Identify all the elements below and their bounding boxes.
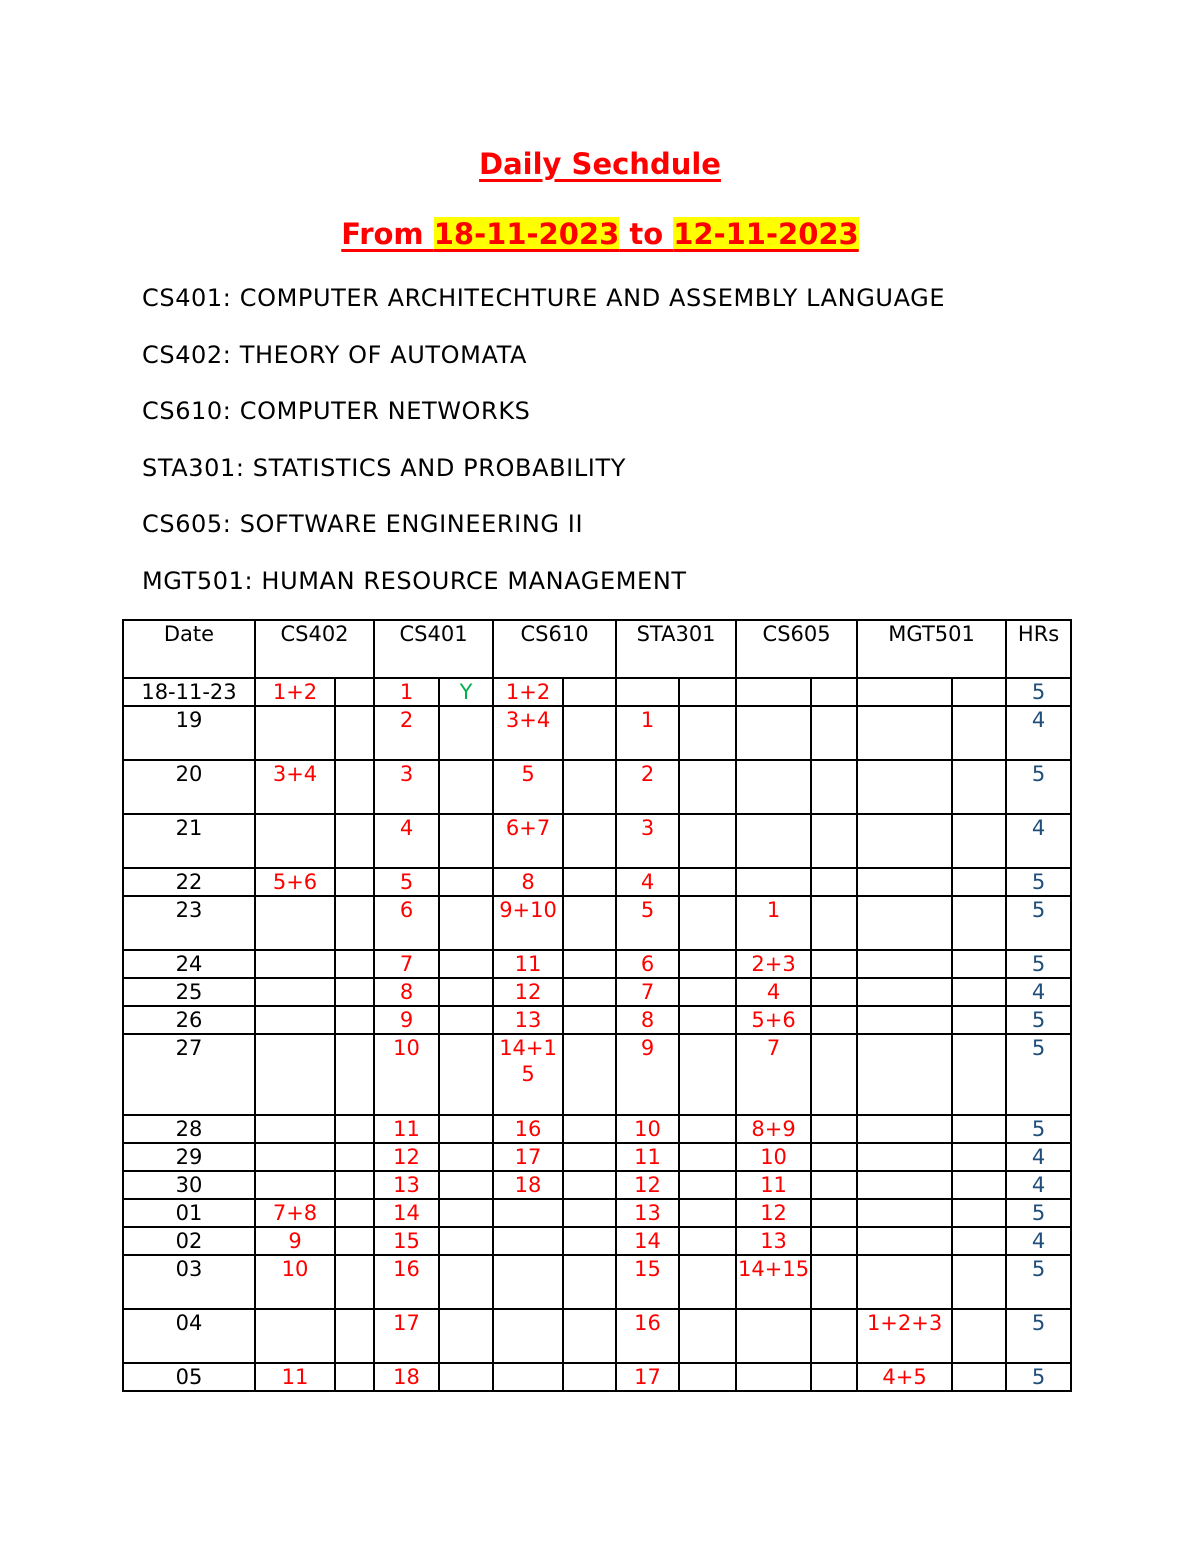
cs605-check-cell xyxy=(811,1171,857,1199)
cs402-check-cell xyxy=(335,868,374,896)
cs605-check-cell xyxy=(811,1143,857,1171)
cs605-check-cell xyxy=(811,678,857,706)
cs401-cell: 3 xyxy=(374,760,439,814)
table-row xyxy=(123,1143,1071,1171)
cs401-cell: 2 xyxy=(374,706,439,760)
cs401-cell: 5 xyxy=(374,868,439,896)
cs401-cell: 4 xyxy=(374,814,439,868)
mgt501-cell xyxy=(857,678,952,706)
cs610-cell: 12 xyxy=(493,978,563,1006)
date-cell: 29 xyxy=(123,1143,255,1171)
cs402-check-cell xyxy=(335,706,374,760)
sta301-cell: 13 xyxy=(616,1199,679,1227)
sta301-cell: 2 xyxy=(616,760,679,814)
mgt501-check-cell xyxy=(952,1171,1006,1199)
cs402-check-cell xyxy=(335,760,374,814)
mgt501-check-cell xyxy=(952,896,1006,950)
cs401-mark-cell xyxy=(439,706,493,760)
table-row xyxy=(123,896,1071,950)
cs605-cell: 14+15 xyxy=(736,1255,811,1309)
cs402-cell xyxy=(255,706,335,760)
mgt501-check-cell xyxy=(952,1199,1006,1227)
date-cell: 22 xyxy=(123,868,255,896)
sta301-cell: 3 xyxy=(616,814,679,868)
cs605-cell: 12 xyxy=(736,1199,811,1227)
sta301-check-cell xyxy=(679,814,736,868)
sta301-check-cell xyxy=(679,1227,736,1255)
cs401-mark-cell xyxy=(439,978,493,1006)
cs402-check-cell xyxy=(335,814,374,868)
cs401-mark-cell xyxy=(439,896,493,950)
sta301-check-cell xyxy=(679,1255,736,1309)
date-cell: 04 xyxy=(123,1309,255,1363)
cs402-check-cell xyxy=(335,1171,374,1199)
cs401-cell: 18 xyxy=(374,1363,439,1391)
cs605-check-cell xyxy=(811,896,857,950)
hrs-cell: 5 xyxy=(1006,1363,1071,1391)
mgt501-cell xyxy=(857,950,952,978)
course-item: STA301: STATISTICS AND PROBABILITY xyxy=(142,453,627,482)
header-mgt501: MGT501 xyxy=(857,620,1006,678)
cs605-check-cell xyxy=(811,1227,857,1255)
hrs-cell: 4 xyxy=(1006,706,1071,760)
cs402-cell xyxy=(255,1006,335,1034)
table-row xyxy=(123,950,1071,978)
mgt501-check-cell xyxy=(952,1227,1006,1255)
course-item: CS401: COMPUTER ARCHITECHTURE AND ASSEMBLY LANGUAGE xyxy=(142,284,946,312)
mgt501-check-cell xyxy=(952,1255,1006,1309)
cs610-check-cell xyxy=(563,896,616,950)
sta301-cell: 8 xyxy=(616,1006,679,1034)
cs610-check-cell xyxy=(563,1199,616,1227)
date-cell: 18-11-23 xyxy=(123,678,255,706)
sta301-check-cell xyxy=(679,1143,736,1171)
sta301-cell: 9 xyxy=(616,1034,679,1115)
sta301-check-cell xyxy=(679,1006,736,1034)
date-cell: 26 xyxy=(123,1006,255,1034)
hrs-cell: 5 xyxy=(1006,1006,1071,1034)
table-row xyxy=(123,1309,1071,1363)
cs402-check-cell xyxy=(335,978,374,1006)
table-row xyxy=(123,814,1071,868)
cs402-cell xyxy=(255,896,335,950)
cs402-cell xyxy=(255,1309,335,1363)
mgt501-check-cell xyxy=(952,760,1006,814)
cs402-check-cell xyxy=(335,896,374,950)
table-row xyxy=(123,1255,1071,1309)
cs401-cell: 14 xyxy=(374,1199,439,1227)
sta301-check-cell xyxy=(679,896,736,950)
sta301-cell: 15 xyxy=(616,1255,679,1309)
cs610-cell: 13 xyxy=(493,1006,563,1034)
mgt501-cell xyxy=(857,1034,952,1115)
table-row xyxy=(123,1227,1071,1255)
cs401-mark-cell xyxy=(439,1199,493,1227)
page-title: Daily Sechdule xyxy=(479,147,721,181)
cs610-check-cell xyxy=(563,760,616,814)
header-sta301: STA301 xyxy=(616,620,736,678)
cs401-mark-cell xyxy=(439,814,493,868)
mgt501-cell xyxy=(857,1143,952,1171)
cs605-cell: 10 xyxy=(736,1143,811,1171)
cs605-check-cell xyxy=(811,1199,857,1227)
cs402-cell: 1+2 xyxy=(255,678,335,706)
date-cell: 27 xyxy=(123,1034,255,1115)
cs610-check-cell xyxy=(563,1143,616,1171)
mgt501-check-cell xyxy=(952,706,1006,760)
cs402-cell: 10 xyxy=(255,1255,335,1309)
sta301-cell: 6 xyxy=(616,950,679,978)
cs605-cell: 4 xyxy=(736,978,811,1006)
mgt501-check-cell xyxy=(952,1309,1006,1363)
cs605-check-cell xyxy=(811,1034,857,1115)
cs402-cell: 3+4 xyxy=(255,760,335,814)
course-item: CS610: COMPUTER NETWORKS xyxy=(142,397,531,425)
cs605-check-cell xyxy=(811,868,857,896)
cs610-cell: 5 xyxy=(493,760,563,814)
table-row xyxy=(123,1199,1071,1227)
mgt501-cell: 1+2+3 xyxy=(857,1309,952,1363)
cs401-mark-cell xyxy=(439,760,493,814)
cs605-check-cell xyxy=(811,1309,857,1363)
date-cell: 21 xyxy=(123,814,255,868)
cs610-cell: 3+4 xyxy=(493,706,563,760)
cs605-check-cell xyxy=(811,814,857,868)
hrs-cell: 4 xyxy=(1006,1227,1071,1255)
hrs-cell: 4 xyxy=(1006,1143,1071,1171)
mgt501-cell xyxy=(857,1227,952,1255)
hrs-cell: 5 xyxy=(1006,1034,1071,1115)
cs401-cell: 8 xyxy=(374,978,439,1006)
cs402-check-cell xyxy=(335,1006,374,1034)
date-cell: 25 xyxy=(123,978,255,1006)
cs402-check-cell xyxy=(335,678,374,706)
cs610-check-cell xyxy=(563,1034,616,1115)
cs402-check-cell xyxy=(335,1309,374,1363)
sta301-check-cell xyxy=(679,760,736,814)
cs610-cell: 6+7 xyxy=(493,814,563,868)
mgt501-cell xyxy=(857,760,952,814)
cs402-check-cell xyxy=(335,1143,374,1171)
table-row xyxy=(123,1115,1071,1143)
cs610-cell: 18 xyxy=(493,1171,563,1199)
date-range-heading xyxy=(0,217,1200,251)
cs610-check-cell xyxy=(563,1255,616,1309)
cs610-cell xyxy=(493,1227,563,1255)
hrs-cell: 5 xyxy=(1006,760,1071,814)
end-date: 12-11-2023 xyxy=(673,217,859,251)
sta301-cell: 1 xyxy=(616,706,679,760)
date-cell: 19 xyxy=(123,706,255,760)
cs605-cell: 13 xyxy=(736,1227,811,1255)
cs605-check-cell xyxy=(811,978,857,1006)
cs401-cell: 17 xyxy=(374,1309,439,1363)
cs610-check-cell xyxy=(563,814,616,868)
mgt501-check-cell xyxy=(952,1363,1006,1391)
sta301-cell xyxy=(616,678,679,706)
sta301-cell: 12 xyxy=(616,1171,679,1199)
sta301-cell: 4 xyxy=(616,868,679,896)
mgt501-check-cell xyxy=(952,950,1006,978)
cs605-cell xyxy=(736,1363,811,1391)
cs402-cell: 9 xyxy=(255,1227,335,1255)
mgt501-check-cell xyxy=(952,1006,1006,1034)
sta301-check-cell xyxy=(679,1171,736,1199)
header-hrs: HRs xyxy=(1006,620,1071,678)
cs605-cell xyxy=(736,814,811,868)
cs402-cell xyxy=(255,1143,335,1171)
course-list xyxy=(142,281,945,620)
cs605-check-cell xyxy=(811,706,857,760)
cs401-cell: 7 xyxy=(374,950,439,978)
cs402-check-cell xyxy=(335,1115,374,1143)
cs401-mark-cell xyxy=(439,1227,493,1255)
mgt501-cell xyxy=(857,896,952,950)
cs402-check-cell xyxy=(335,1199,374,1227)
sta301-cell: 7 xyxy=(616,978,679,1006)
header-date: Date xyxy=(123,620,255,678)
course-item: CS605: SOFTWARE ENGINEERING II xyxy=(142,510,584,538)
table-row xyxy=(123,1171,1071,1199)
mgt501-check-cell xyxy=(952,814,1006,868)
mgt501-check-cell xyxy=(952,868,1006,896)
course-item: CS402: THEORY OF AUTOMATA xyxy=(142,340,528,369)
hrs-cell: 4 xyxy=(1006,814,1071,868)
cs401-cell: 6 xyxy=(374,896,439,950)
date-cell: 28 xyxy=(123,1115,255,1143)
date-cell: 20 xyxy=(123,760,255,814)
cs610-cell: 17 xyxy=(493,1143,563,1171)
mgt501-cell xyxy=(857,1255,952,1309)
course-item: MGT501: HUMAN RESOURCE MANAGEMENT xyxy=(142,566,687,595)
cs402-check-cell xyxy=(335,1363,374,1391)
cs401-mark-cell: Y xyxy=(439,678,493,706)
cs610-check-cell xyxy=(563,950,616,978)
cs610-cell: 9+10 xyxy=(493,896,563,950)
cs605-cell: 11 xyxy=(736,1171,811,1199)
cs610-cell xyxy=(493,1363,563,1391)
sta301-cell: 14 xyxy=(616,1227,679,1255)
mgt501-check-cell xyxy=(952,1143,1006,1171)
cs610-cell: 8 xyxy=(493,868,563,896)
hrs-cell: 5 xyxy=(1006,1115,1071,1143)
mgt501-cell xyxy=(857,1199,952,1227)
cs610-check-cell xyxy=(563,1006,616,1034)
start-date: 18-11-2023 xyxy=(433,217,620,251)
mgt501-cell xyxy=(857,706,952,760)
cs610-check-cell xyxy=(563,978,616,1006)
mgt501-cell xyxy=(857,978,952,1006)
mgt501-cell: 4+5 xyxy=(857,1363,952,1391)
hrs-cell: 5 xyxy=(1006,950,1071,978)
mgt501-check-cell xyxy=(952,978,1006,1006)
cs610-cell xyxy=(493,1309,563,1363)
cs605-cell xyxy=(736,1309,811,1363)
table-row xyxy=(123,1034,1071,1115)
sta301-cell: 11 xyxy=(616,1143,679,1171)
sta301-check-cell xyxy=(679,1034,736,1115)
cs402-cell xyxy=(255,1115,335,1143)
hrs-cell: 4 xyxy=(1006,978,1071,1006)
cs610-cell: 11 xyxy=(493,950,563,978)
date-cell: 30 xyxy=(123,1171,255,1199)
header-cs402: CS402 xyxy=(255,620,374,678)
table-row xyxy=(123,678,1071,706)
date-cell: 02 xyxy=(123,1227,255,1255)
date-range-separator: to xyxy=(619,217,674,251)
date-cell: 05 xyxy=(123,1363,255,1391)
cs401-cell: 11 xyxy=(374,1115,439,1143)
mgt501-cell xyxy=(857,1006,952,1034)
cs401-mark-cell xyxy=(439,1363,493,1391)
header-cs610: CS610 xyxy=(493,620,616,678)
cs402-cell xyxy=(255,978,335,1006)
cs401-mark-cell xyxy=(439,1143,493,1171)
sta301-check-cell xyxy=(679,1199,736,1227)
cs605-cell: 8+9 xyxy=(736,1115,811,1143)
cs401-cell: 16 xyxy=(374,1255,439,1309)
cs610-check-cell xyxy=(563,706,616,760)
cs610-check-cell xyxy=(563,868,616,896)
cs401-mark-cell xyxy=(439,1255,493,1309)
mgt501-check-cell xyxy=(952,1034,1006,1115)
cs402-check-cell xyxy=(335,1255,374,1309)
cs605-cell xyxy=(736,678,811,706)
table-header-row xyxy=(123,620,1071,678)
cs401-mark-cell xyxy=(439,1034,493,1115)
table-row xyxy=(123,760,1071,814)
sta301-cell: 17 xyxy=(616,1363,679,1391)
cs402-check-cell xyxy=(335,1227,374,1255)
sta301-cell: 10 xyxy=(616,1115,679,1143)
table-row xyxy=(123,706,1071,760)
cs402-cell: 5+6 xyxy=(255,868,335,896)
sta301-check-cell xyxy=(679,678,736,706)
cs401-mark-cell xyxy=(439,1115,493,1143)
cs605-cell xyxy=(736,868,811,896)
mgt501-cell xyxy=(857,1115,952,1143)
cs401-cell: 12 xyxy=(374,1143,439,1171)
mgt501-cell xyxy=(857,868,952,896)
header-cs401: CS401 xyxy=(374,620,493,678)
cs605-check-cell xyxy=(811,760,857,814)
mgt501-cell xyxy=(857,814,952,868)
cs610-check-cell xyxy=(563,678,616,706)
sta301-check-cell xyxy=(679,978,736,1006)
hrs-cell: 4 xyxy=(1006,1171,1071,1199)
cs610-check-cell xyxy=(563,1115,616,1143)
cs610-check-cell xyxy=(563,1309,616,1363)
sta301-check-cell xyxy=(679,868,736,896)
sta301-check-cell xyxy=(679,706,736,760)
cs401-cell: 15 xyxy=(374,1227,439,1255)
table-row xyxy=(123,1363,1071,1391)
sta301-check-cell xyxy=(679,950,736,978)
cs605-cell: 7 xyxy=(736,1034,811,1115)
cs402-cell xyxy=(255,1034,335,1115)
cs402-check-cell xyxy=(335,1034,374,1115)
cs605-cell: 5+6 xyxy=(736,1006,811,1034)
cs402-cell xyxy=(255,814,335,868)
cs610-cell: 1+2 xyxy=(493,678,563,706)
cs402-check-cell xyxy=(335,950,374,978)
hrs-cell: 5 xyxy=(1006,1255,1071,1309)
date-cell: 03 xyxy=(123,1255,255,1309)
cs605-check-cell xyxy=(811,1255,857,1309)
header-cs605: CS605 xyxy=(736,620,857,678)
sta301-cell: 16 xyxy=(616,1309,679,1363)
table-row xyxy=(123,1006,1071,1034)
table-row xyxy=(123,978,1071,1006)
cs605-cell xyxy=(736,706,811,760)
cs401-cell: 13 xyxy=(374,1171,439,1199)
mgt501-cell xyxy=(857,1171,952,1199)
table-row xyxy=(123,868,1071,896)
cs401-mark-cell xyxy=(439,868,493,896)
cs610-check-cell xyxy=(563,1227,616,1255)
date-cell: 01 xyxy=(123,1199,255,1227)
sta301-cell: 5 xyxy=(616,896,679,950)
cs402-cell xyxy=(255,1171,335,1199)
cs610-cell xyxy=(493,1255,563,1309)
hrs-cell: 5 xyxy=(1006,678,1071,706)
cs401-cell: 10 xyxy=(374,1034,439,1115)
cs401-cell: 1 xyxy=(374,678,439,706)
cs401-mark-cell xyxy=(439,950,493,978)
cs402-cell: 7+8 xyxy=(255,1199,335,1227)
cs610-cell xyxy=(493,1199,563,1227)
schedule-table xyxy=(122,619,1072,1392)
cs610-check-cell xyxy=(563,1363,616,1391)
cs605-check-cell xyxy=(811,950,857,978)
cs402-cell: 11 xyxy=(255,1363,335,1391)
date-cell: 23 xyxy=(123,896,255,950)
hrs-cell: 5 xyxy=(1006,896,1071,950)
cs605-check-cell xyxy=(811,1115,857,1143)
hrs-cell: 5 xyxy=(1006,1309,1071,1363)
cs402-cell xyxy=(255,950,335,978)
sta301-check-cell xyxy=(679,1309,736,1363)
mgt501-check-cell xyxy=(952,678,1006,706)
cs401-mark-cell xyxy=(439,1006,493,1034)
cs605-check-cell xyxy=(811,1006,857,1034)
date-range-prefix: From xyxy=(341,217,434,251)
cs401-mark-cell xyxy=(439,1309,493,1363)
hrs-cell: 5 xyxy=(1006,1199,1071,1227)
mgt501-check-cell xyxy=(952,1115,1006,1143)
cs610-check-cell xyxy=(563,1171,616,1199)
cs401-cell: 9 xyxy=(374,1006,439,1034)
cs610-cell: 16 xyxy=(493,1115,563,1143)
cs605-cell: 2+3 xyxy=(736,950,811,978)
sta301-check-cell xyxy=(679,1115,736,1143)
date-cell: 24 xyxy=(123,950,255,978)
cs605-check-cell xyxy=(811,1363,857,1391)
cs605-cell: 1 xyxy=(736,896,811,950)
cs610-cell: 14+15 xyxy=(493,1034,563,1115)
sta301-check-cell xyxy=(679,1363,736,1391)
hrs-cell: 5 xyxy=(1006,868,1071,896)
cs605-cell xyxy=(736,760,811,814)
cs401-mark-cell xyxy=(439,1171,493,1199)
